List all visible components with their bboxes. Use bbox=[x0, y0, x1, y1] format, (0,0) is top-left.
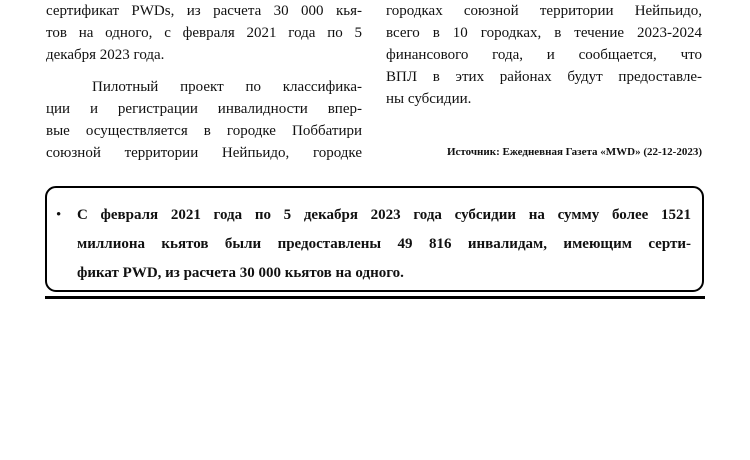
right-line-5: ны субсидии. bbox=[386, 91, 472, 107]
highlight-box bbox=[45, 186, 704, 292]
highlight-line-3: фикат PWD, из расчета 30 000 кьятов на одного. bbox=[77, 265, 404, 281]
left-column bbox=[46, 0, 362, 164]
right-line-2: всего в 10 городках, в течение 2023-2024 bbox=[386, 25, 702, 41]
right-column bbox=[386, 0, 702, 110]
left-para1-line-2: тов на одного, с февраля 2021 года по 5 bbox=[46, 25, 362, 41]
left-para1-line-3: декабря 2023 года. bbox=[46, 47, 165, 63]
highlight-text bbox=[77, 201, 691, 288]
bottom-divider bbox=[45, 296, 705, 299]
left-para1-line-1: сертификат PWDs, из расчета 30 000 кья- bbox=[46, 3, 362, 19]
highlight-line-1: С февраля 2021 года по 5 декабря 2023 года субсидии на сумму более 1521 bbox=[77, 207, 691, 223]
right-line-1: городках союзной территории Нейпьидо, bbox=[386, 3, 702, 19]
bullet-icon: • bbox=[56, 207, 62, 223]
right-line-4: ВПЛ в этих районах будут предоставле- bbox=[386, 69, 702, 85]
right-line-3: финансового года, и сообщается, что bbox=[386, 47, 702, 63]
source-citation: Источник: Ежедневная Газета «MWD» (22-12-2023) bbox=[446, 146, 702, 158]
left-para2-line-1: Пилотный проект по классифика- bbox=[92, 79, 362, 95]
highlight-line-2: миллиона кьятов были предоставлены 49 816 инвалидам, имеющим серти- bbox=[77, 236, 691, 252]
left-para2-line-2: ции и регистрации инвалидности впер- bbox=[46, 101, 362, 117]
left-para2-line-4: союзной территории Нейпьидо, городке bbox=[46, 145, 362, 161]
left-para2-line-3: вые осуществляется в городке Поббатири bbox=[46, 123, 362, 139]
